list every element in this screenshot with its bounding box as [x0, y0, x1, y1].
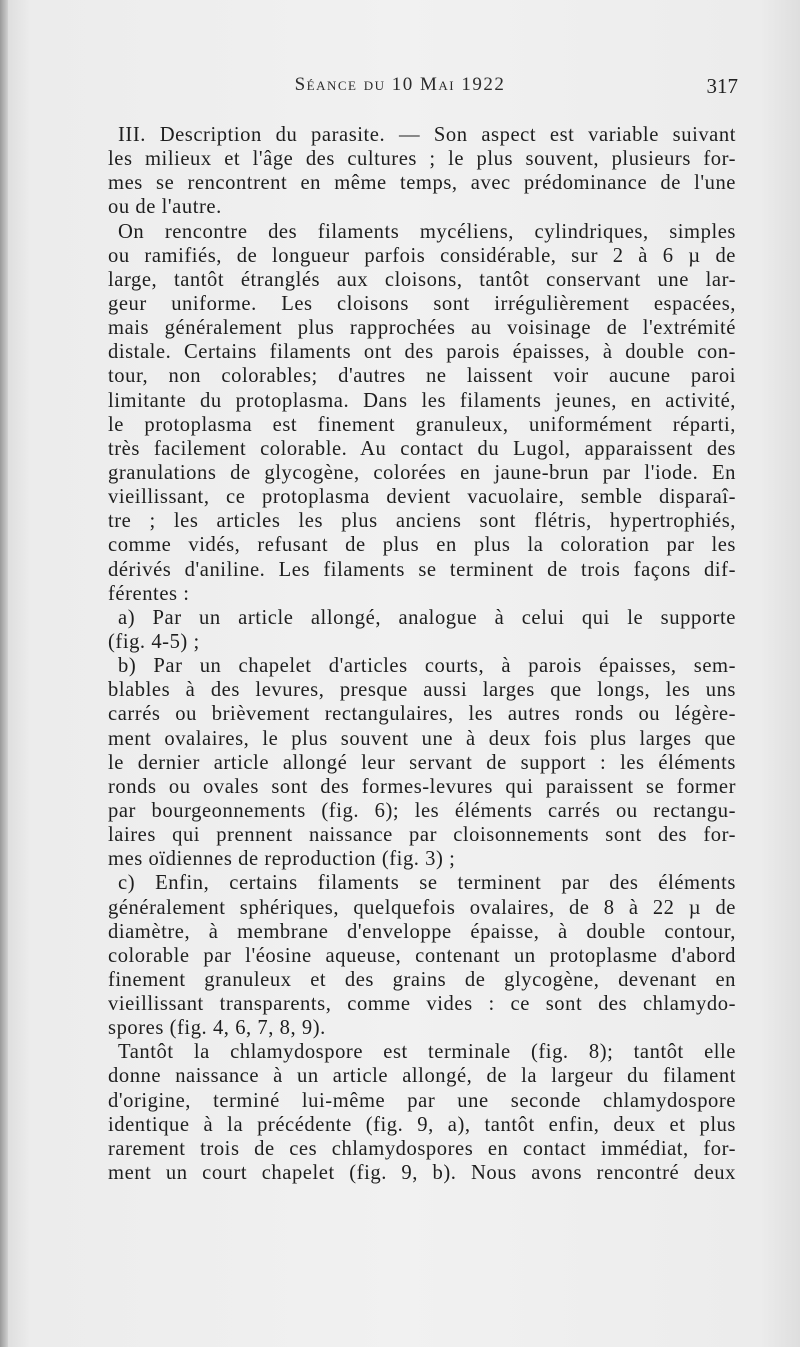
text-line: carrés ou brièvement rectangulaires, les autres ronds ou légère- [108, 703, 736, 726]
text-line: mes oïdiennes de reproduction (fig. 3) ; [108, 848, 456, 871]
text-line: le dernier article allongé leur servant de support : les éléments [108, 751, 736, 774]
text-line: a) Par un article allongé, analogue à celui qui le supporte [118, 606, 736, 629]
page-number: 317 [706, 74, 738, 98]
text-line: (fig. 4-5) ; [108, 630, 200, 653]
text-line: généralement sphériques, quelquefois ovalaires, de 8 à 22 µ de [108, 896, 736, 919]
text-line: limitante du protoplasma. Dans les filaments jeunes, en activité, [108, 389, 736, 412]
body-text [108, 123, 736, 1185]
text-line: vieillissant transparents, comme vides : ce sont des chlamydo- [108, 993, 736, 1016]
text-line: b) Par un chapelet d'articles courts, à parois épaisses, sem- [118, 655, 736, 678]
text-line: identique à la précédente (fig. 9, a), tantôt enfin, deux et plus [108, 1113, 736, 1136]
text-line: comme vidés, refusant de plus en plus la coloration par les [108, 534, 736, 557]
text-line: ronds ou ovales sont des formes-levures qui paraissent se former [108, 775, 736, 798]
text-line: rarement trois de ces chlamydospores en contact immédiat, for- [108, 1137, 736, 1160]
text-line: ment ovalaires, le plus souvent une à deux fois plus larges que [108, 727, 736, 750]
text-line: spores (fig. 4, 6, 7, 8, 9). [108, 1017, 326, 1040]
text-line: c) Enfin, certains filaments se terminent par des éléments [118, 872, 736, 895]
text-line: colorable par l'éosine aqueuse, contenant un protoplasme d'abord [108, 944, 736, 967]
text-line: blables à des levures, presque aussi larges que longs, les uns [108, 679, 736, 702]
text-line: tre ; les articles les plus anciens sont flétris, hypertrophiés, [108, 510, 736, 533]
text-line: d'origine, terminé lui-même par une seconde chlamydospore [108, 1089, 736, 1112]
text-line: très facilement colorable. Au contact du Lugol, apparaissent des [108, 437, 736, 460]
text-line: mais généralement plus rapprochées au voisinage de l'extrémité [108, 317, 736, 340]
text-line: ou ramifiés, de longueur parfois considérable, sur 2 à 6 µ de [108, 244, 736, 267]
text-line: tour, non colorables; d'autres ne laissent voir aucune paroi [108, 365, 736, 388]
text-line: diamètre, à membrane d'enveloppe épaisse, à double contour, [108, 920, 736, 943]
text-line: férentes : [108, 582, 190, 605]
text-line: On rencontre des filaments mycéliens, cylindriques, simples [118, 220, 736, 243]
running-head [0, 74, 800, 104]
text-line: vieillissant, ce protoplasma devient vacuolaire, semble disparaî- [108, 486, 736, 509]
text-line: le protoplasma est finement granuleux, uniformément réparti, [108, 413, 736, 436]
text-line: geur uniforme. Les cloisons sont irrégulièrement espacées, [108, 292, 736, 315]
text-line: finement granuleux et des grains de glycogène, devenant en [108, 968, 736, 991]
text-line: III. Description du parasite. — Son aspect est variable suivant [118, 124, 736, 146]
text-line: donne naissance à un article allongé, de la largeur du filament [108, 1065, 736, 1088]
text-line: dérivés d'aniline. Les filaments se terminent de trois façons dif- [108, 558, 736, 581]
text-line: mes se rencontrent en même temps, avec prédominance de l'une [108, 172, 736, 195]
page-edge-shadow [0, 0, 8, 1347]
text-line: les milieux et l'âge des cultures ; le plus souvent, plusieurs for- [108, 148, 736, 171]
text-line: par bourgeonnements (fig. 6); les éléments carrés ou rectangu- [108, 799, 736, 822]
text-line: ou de l'autre. [108, 196, 222, 219]
text-line: laires qui prennent naissance par cloisonnements sont des for- [108, 824, 736, 847]
text-line: Tantôt la chlamydospore est terminale (fig. 8); tantôt elle [118, 1041, 736, 1064]
text-line: ment un court chapelet (fig. 9, b). Nous avons rencontré deux [108, 1162, 736, 1185]
text-line: distale. Certains filaments ont des parois épaisses, à double con- [108, 341, 736, 364]
text-line: granulations de glycogène, colorées en jaune-brun par l'iode. En [108, 461, 736, 484]
running-title: Séance du 10 Mai 1922 [294, 74, 506, 95]
text-line: large, tantôt étranglés aux cloisons, tantôt conservant une lar- [108, 268, 736, 291]
